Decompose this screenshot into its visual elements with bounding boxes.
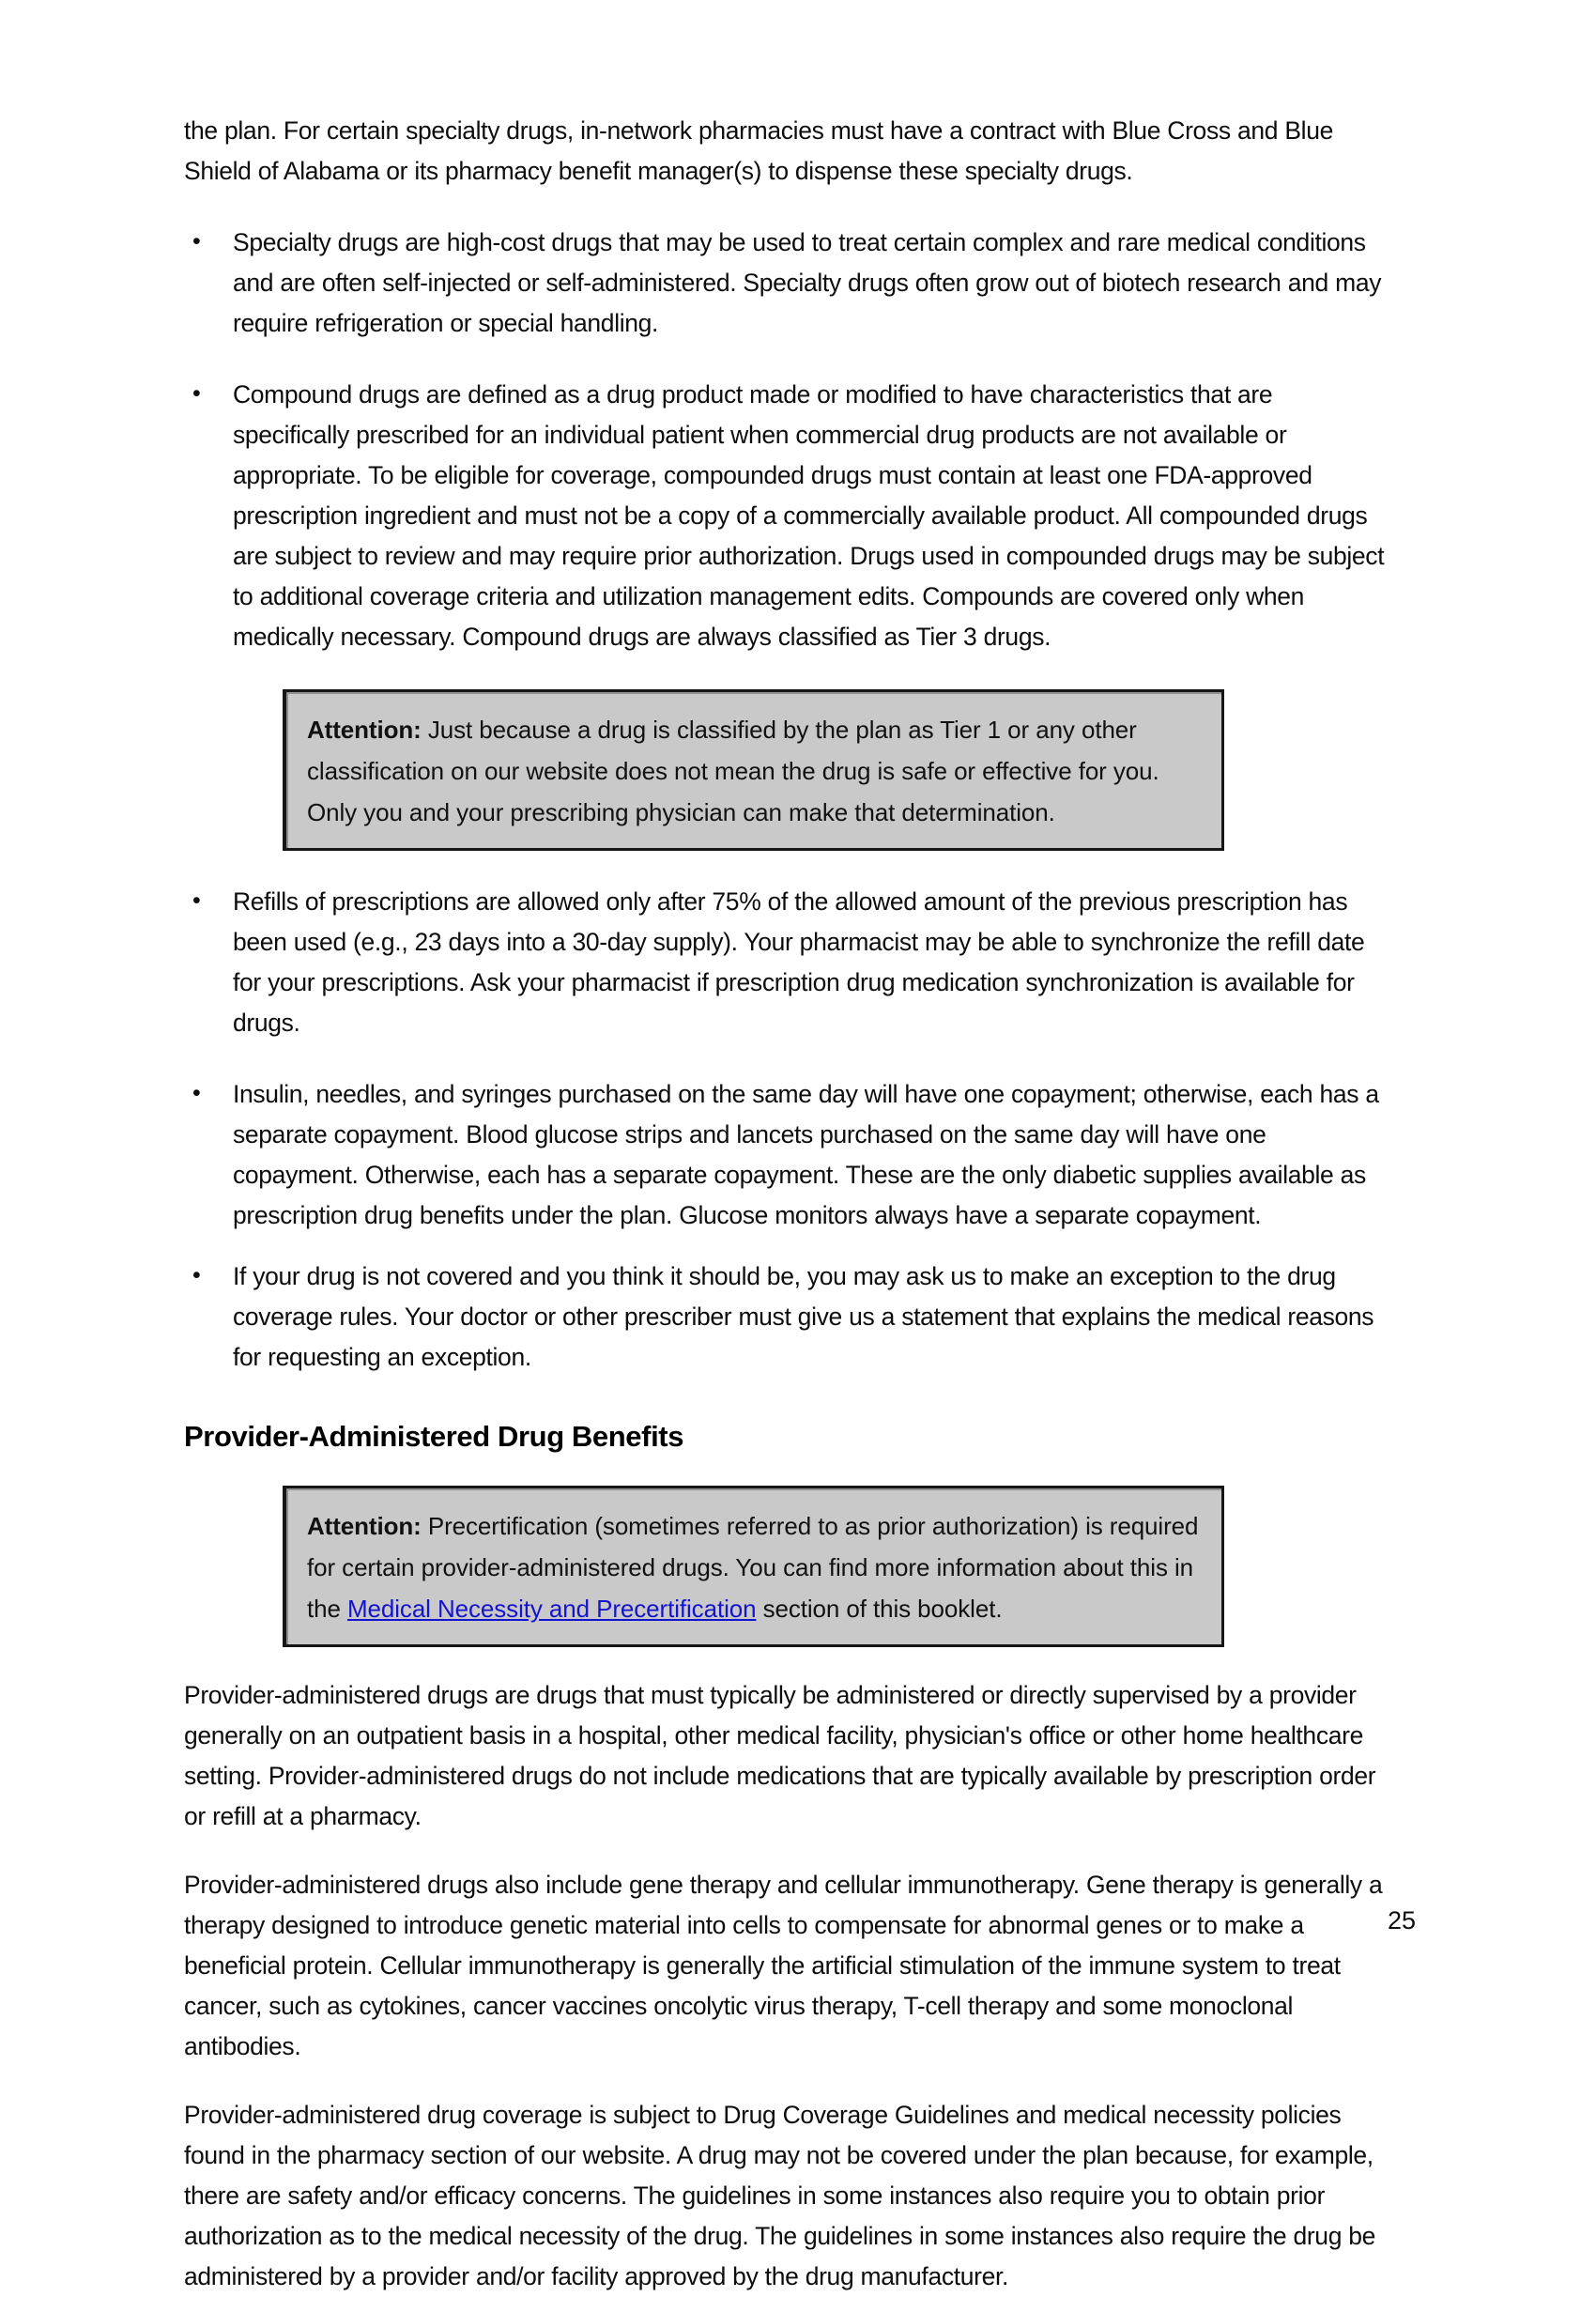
section-heading-provider-administered-drug-benefits: Provider-Administered Drug Benefits <box>184 1420 684 1453</box>
intro-continuation-paragraph: the plan. For certain specialty drugs, in-network pharmacies must have a contract with Blue Cross and Blue Shield of Alabama or its pharmacy benefit manager(s) to dispense these specialty drugs. <box>184 116 1333 185</box>
attention-body-after-link: section of this booklet. <box>756 1595 1003 1623</box>
list-item <box>184 223 1386 344</box>
paragraph: Provider-administered drugs are drugs that must typically be administered or directly supervised by a provider generally on an outpatient basis in a hospital, other medical facility, physician's office or other home healthcare setting. Provider-administered drugs do not include medications that are typically available by prescription order or refill at a pharmacy. <box>184 1681 1376 1830</box>
list-item-text: Specialty drugs are high-cost drugs that may be used to treat certain complex and rare medical conditions and are often self-injected or self-administered. Specialty drugs often grow out of biotech research and may require refrigeration or special handling. <box>233 228 1382 337</box>
list-item <box>184 1256 1386 1378</box>
bullet-glyph-icon: • <box>192 1080 201 1106</box>
attention-callout-text <box>307 1505 1201 1629</box>
attention-body: Just because a drug is classified by the plan as Tier 1 or any other classification on our website does not mean the drug is safe or effective for you. Only you and your prescribing physician can make that determination. <box>307 716 1159 826</box>
list-item <box>184 882 1386 1043</box>
list-item <box>184 375 1386 657</box>
bullet-list-group-one <box>184 223 1386 657</box>
medical-necessity-precertification-link[interactable]: Medical Necessity and Precertification <box>346 1595 757 1623</box>
page-number: 25 <box>1387 1906 1416 1935</box>
bullet-glyph-icon: • <box>192 380 201 407</box>
bullet-list-group-two <box>184 882 1386 1378</box>
attention-callout-box-2 <box>283 1486 1224 1647</box>
attention-label: Attention: <box>307 1512 422 1540</box>
attention-label: Attention: <box>307 716 422 744</box>
list-item-text: Refills of prescriptions are allowed only after 75% of the allowed amount of the previous prescription has been used (e.g., 23 days into a 30-day supply). Your pharmacist may be able to synchronize the refill date for your prescriptions. Ask your pharmacist if prescription drug medication synchronization is available for drugs. <box>233 887 1365 1037</box>
paragraph: Provider-administered drugs also include gene therapy and cellular immunotherapy. Gene therapy is generally a therapy designed to introduce genetic material into cells to compensate for abnormal genes or to make a beneficial protein. Cellular immunotherapy is generally the artificial stimulation of the immune system to treat cancer, such as cytokines, cancer vaccines oncolytic virus therapy, T-cell therapy and some monoclonal antibodies. <box>184 1871 1383 2060</box>
attention-body-before-link: Precertification (sometimes referred to as prior authorization) is required for certain provider-administered drugs. You can find more information about this in the <box>307 1512 1199 1623</box>
bullet-glyph-icon: • <box>192 887 201 914</box>
bullet-glyph-icon: • <box>192 1262 201 1288</box>
page-content <box>184 111 1386 2297</box>
list-item <box>184 1074 1386 1236</box>
attention-callout-text <box>307 709 1201 833</box>
attention-callout-box-1 <box>283 689 1224 851</box>
list-item-text: Insulin, needles, and syringes purchased on the same day will have one copayment; otherwise, each has a separate copayment. Blood glucose strips and lancets purchased on the same day will have one copayment. Otherwise, each has a separate copayment. These are the only diabetic supplies available as prescription drug benefits under the plan. Glucose monitors always have a separate copayment. <box>233 1080 1379 1229</box>
list-item-text: Compound drugs are defined as a drug product made or modified to have characteristics that are specifically prescribed for an individual patient when commercial drug products are not available or appropriate. To be eligible for coverage, compounded drugs must contain at least one FDA-approved prescription ingredient and must not be a copy of a commercially available product. All compounded drugs are subject to review and may require prior authorization. Drugs used in compounded drugs may be subject to additional coverage criteria and utilization management edits. Compounds are covered only when medically necessary. Compound drugs are always classified as Tier 3 drugs. <box>233 380 1385 651</box>
list-item-text: If your drug is not covered and you think it should be, you may ask us to make an exception to the drug coverage rules. Your doctor or other prescriber must give us a statement that explains the medical reasons for requesting an exception. <box>233 1262 1374 1371</box>
bullet-glyph-icon: • <box>192 228 201 254</box>
paragraph: Provider-administered drug coverage is subject to Drug Coverage Guidelines and medical necessity policies found in the pharmacy section of our website. A drug may not be covered under the plan because, for example, there are safety and/or efficacy concerns. The guidelines in some instances also require you to obtain prior authorization as to the medical necessity of the drug. The guidelines in some instances also require the drug be administered by a provider and/or facility approved by the drug manufacturer. <box>184 2101 1376 2290</box>
